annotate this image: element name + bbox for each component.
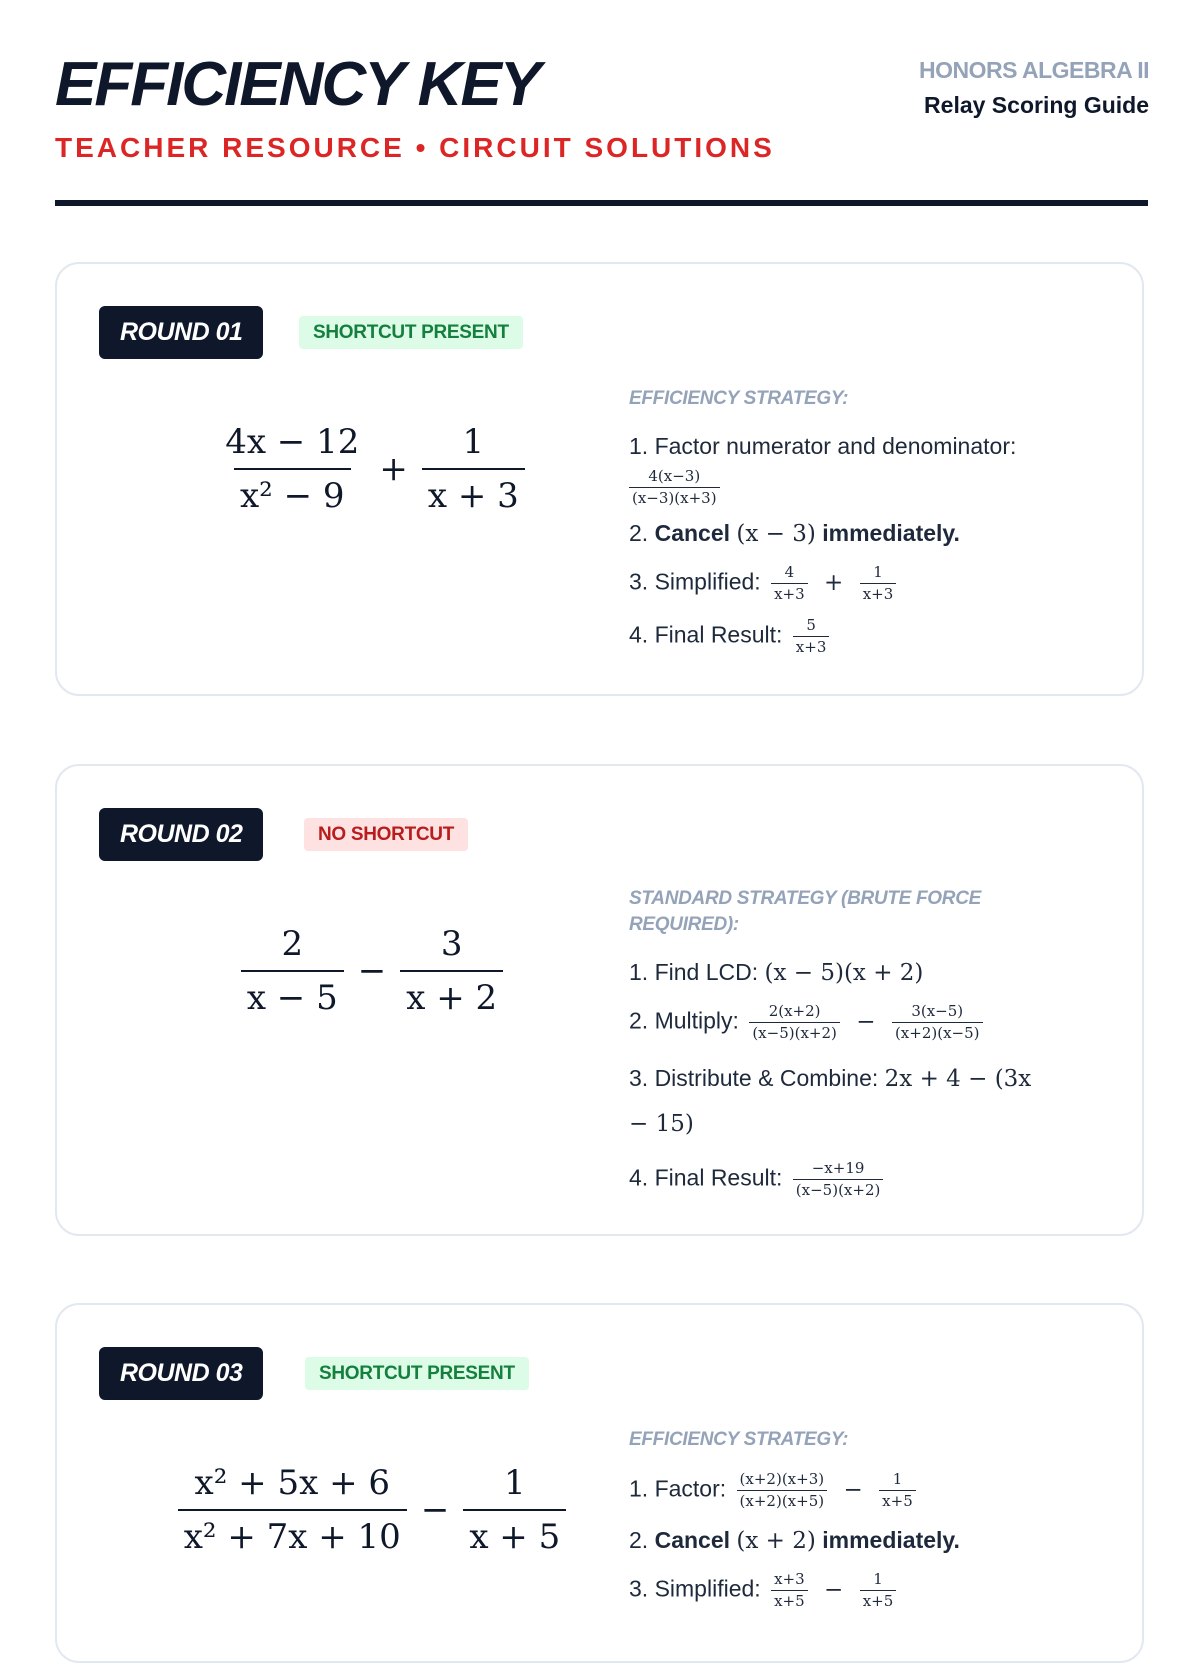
fraction — [771, 564, 808, 603]
fraction — [463, 1463, 566, 1557]
denominator: (x+2)(x+5) — [737, 1490, 828, 1510]
numerator: 1 — [503, 1463, 526, 1503]
numerator: 1 — [873, 1570, 883, 1588]
strategy-step-1 — [629, 1471, 1099, 1510]
step-emphasis: Cancel — [654, 1527, 731, 1553]
problem-expression — [157, 911, 587, 1031]
step-text: 2. Multiply: — [629, 1007, 739, 1034]
round-badge: ROUND 02 — [99, 808, 263, 861]
denominator: x+3 — [793, 636, 830, 656]
step-text: 4. Final Result: — [629, 621, 783, 648]
numerator: 2 — [281, 924, 304, 964]
denominator: (x−5)(x+2) — [793, 1179, 884, 1199]
step-number: 2. — [629, 520, 649, 546]
fraction — [860, 1571, 897, 1610]
round-card-01 — [55, 262, 1144, 696]
fraction — [793, 1160, 884, 1199]
numerator: −x+19 — [811, 1159, 865, 1177]
denominator: x+3 — [771, 583, 808, 603]
operator: − — [357, 951, 387, 991]
fraction — [737, 1471, 828, 1510]
shortcut-tag: SHORTCUT PRESENT — [299, 316, 523, 349]
numerator: 5 — [806, 616, 816, 634]
operator: + — [824, 569, 844, 596]
strategy-step-4 — [629, 617, 1099, 656]
denominator: x² − 9 — [234, 468, 351, 516]
shortcut-tag: SHORTCUT PRESENT — [305, 1357, 529, 1390]
numerator: 4x − 12 — [225, 422, 360, 462]
round-badge: ROUND 01 — [99, 306, 263, 359]
denominator: x + 5 — [463, 1509, 566, 1557]
math-term: (x − 3) — [736, 521, 816, 547]
strategy-title: EFFICIENCY STRATEGY: — [629, 1429, 849, 1450]
denominator: (x+2)(x−5) — [892, 1022, 983, 1042]
math-term: − 15) — [629, 1111, 694, 1137]
numerator: 1 — [892, 1470, 903, 1488]
strategy-step-2 — [629, 1003, 1069, 1042]
header-meta — [919, 57, 1149, 119]
numerator: 4(x−3) — [648, 467, 701, 485]
strategy-step-4 — [629, 1160, 1069, 1199]
strategy-panel — [629, 386, 1099, 670]
fraction — [860, 564, 897, 603]
operator: + — [379, 449, 408, 489]
denominator: (x−3)(x+3) — [629, 487, 720, 507]
denominator: x + 2 — [400, 970, 503, 1018]
step-text: 3. Distribute & Combine: — [629, 1065, 879, 1091]
fraction — [219, 422, 365, 516]
page-header — [55, 50, 1149, 163]
denominator: x + 3 — [422, 468, 525, 516]
step-text: 1. Factor: — [629, 1475, 727, 1502]
numerator: 3(x−5) — [911, 1002, 964, 1020]
guide-name: Relay Scoring Guide — [924, 92, 1149, 118]
denominator: x+5 — [879, 1490, 916, 1510]
step-emphasis: immediately. — [822, 520, 960, 546]
course-name: HONORS ALGEBRA II — [918, 57, 1149, 83]
operator: − — [420, 1490, 450, 1530]
strategy-step-3 — [629, 564, 1099, 603]
round-card-03 — [55, 1303, 1144, 1663]
numerator: x² + 5x + 6 — [194, 1463, 390, 1503]
fraction — [793, 617, 830, 656]
shortcut-tag: NO SHORTCUT — [304, 818, 468, 851]
step-text: 1. Factor numerator and denominator: — [629, 433, 1017, 459]
fraction — [178, 1463, 407, 1557]
operator: − — [824, 1576, 844, 1603]
strategy-title: STANDARD STRATEGY (BRUTE FORCE REQUIRED): — [629, 888, 982, 935]
denominator: x² + 7x + 10 — [178, 1509, 407, 1557]
denominator: x+5 — [860, 1590, 897, 1610]
header-divider — [55, 200, 1148, 206]
denominator: x+3 — [860, 583, 897, 603]
strategy-panel — [629, 886, 1069, 1213]
strategy-step-2 — [629, 1524, 1099, 1557]
fraction — [241, 924, 344, 1018]
numerator: 3 — [440, 924, 463, 964]
step-emphasis: Cancel — [654, 520, 731, 546]
numerator: 4 — [784, 563, 795, 581]
fraction — [422, 422, 525, 516]
step-text: 3. Simplified: — [629, 1575, 761, 1602]
fraction — [629, 468, 720, 507]
denominator: (x−5)(x+2) — [749, 1022, 840, 1042]
fraction — [771, 1571, 808, 1610]
step-emphasis: immediately. — [822, 1527, 960, 1553]
math-term: 2x + 4 − (3x — [884, 1066, 1032, 1092]
numerator: (x+2)(x+3) — [739, 1470, 825, 1488]
step-text: 4. Final Result: — [629, 1164, 783, 1191]
round-card-02 — [55, 764, 1144, 1236]
problem-expression — [157, 1455, 587, 1565]
step-text: 3. Simplified: — [629, 568, 761, 595]
strategy-panel — [629, 1427, 1099, 1624]
fraction — [879, 1471, 916, 1510]
strategy-step-2 — [629, 517, 1099, 550]
fraction — [749, 1003, 840, 1042]
denominator: x − 5 — [241, 970, 344, 1018]
numerator: 1 — [873, 563, 883, 581]
problem-expression — [157, 414, 587, 524]
numerator: x+3 — [774, 1570, 805, 1588]
operator: − — [843, 1476, 863, 1503]
step-text: 1. Find LCD: — [629, 959, 759, 985]
page-subtitle: TEACHER RESOURCE • CIRCUIT SOLUTIONS — [55, 132, 775, 163]
operator: − — [856, 1008, 876, 1035]
strategy-step-3 — [629, 1056, 1069, 1146]
math-term: (x − 5)(x + 2) — [764, 960, 924, 986]
page-title: EFFICIENCY KEY — [55, 50, 540, 119]
strategy-title: EFFICIENCY STRATEGY: — [629, 388, 849, 409]
numerator: 2(x+2) — [768, 1002, 821, 1020]
math-term: (x + 2) — [736, 1528, 816, 1554]
fraction — [400, 924, 503, 1018]
strategy-step-1 — [629, 956, 1069, 989]
strategy-step-3 — [629, 1571, 1099, 1610]
step-number: 2. — [629, 1527, 649, 1553]
denominator: x+5 — [771, 1590, 808, 1610]
round-badge: ROUND 03 — [99, 1347, 263, 1400]
numerator: 1 — [462, 422, 485, 462]
fraction — [892, 1003, 983, 1042]
strategy-step-1 — [629, 430, 1099, 507]
